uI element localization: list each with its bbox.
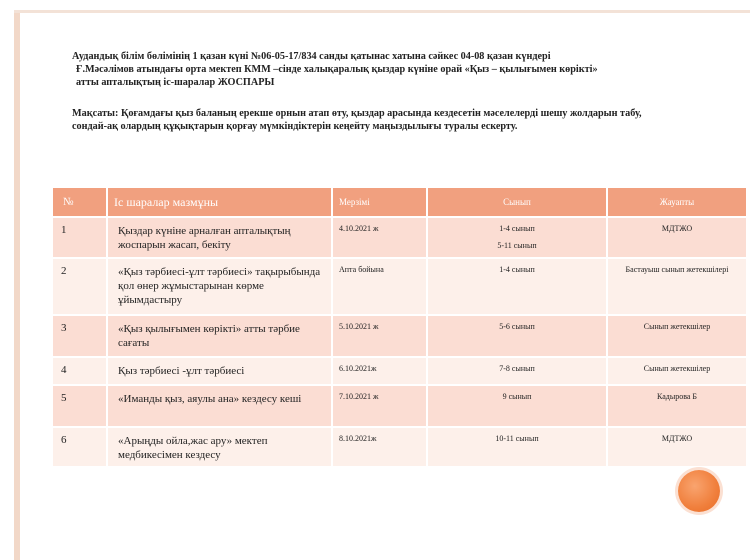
table-row <box>52 217 747 258</box>
slide-frame-left <box>14 10 20 560</box>
header-responsible: Жауапты <box>607 187 747 217</box>
header-number: № <box>52 187 107 217</box>
header-line-3: атты апталықтың іс-шаралар ЖОСПАРЫ <box>76 77 275 88</box>
slide-frame-top <box>14 10 750 13</box>
table-row <box>52 258 747 315</box>
row-class: 7-8 сынып <box>427 357 607 385</box>
purpose-text: Мақсаты: Қоғамдағы қыз баланың ерекше орнын атап өту, қыздар арасында кездесетін мәселелерді шешу жолдарын табу, <box>72 108 642 119</box>
header-date: Мерзімі <box>332 187 427 217</box>
row-class <box>427 217 607 258</box>
row-content: Қыздар күніне арналған апталықтың жоспарын жасап, бекіту <box>107 217 332 258</box>
row-date: 7.10.2021 ж <box>332 385 427 427</box>
row-class: 1-4 сынып <box>427 258 607 315</box>
row-date: Апта бойына <box>332 258 427 315</box>
row-number: 1 <box>52 217 107 258</box>
events-plan-table <box>51 186 748 468</box>
header-line-1: Аудандық білім бөлімінің 1 қазан күні №06-05-17/834 санды қатынас хатына сәйкес 04-08 қазан күндері <box>72 51 551 62</box>
row-number: 3 <box>52 315 107 357</box>
row-date: 5.10.2021 ж <box>332 315 427 357</box>
header-line-2: Ғ.Мәсәлімов атындағы орта мектеп КММ –сінде халықаралық қыздар күніне орай «Қыз – қылығымен көрікті» <box>76 64 598 75</box>
row-class: 5-6 сынып <box>427 315 607 357</box>
row-responsible: Сынып жетекшілер <box>607 315 747 357</box>
row-content: «Арыңды ойла,жас ару» мектеп медбикесімен кездесу <box>107 427 332 467</box>
purpose-text-2: сондай-ақ олардың құқықтарын қорғау мүмкіндіктерін кеңейту маңыздылығы туралы ескерту. <box>72 121 518 132</box>
row-content: «Қыз тәрбиесі-ұлт тәрбиесі» тақырыбында қол өнер жұмыстарынан көрме ұйымдастыру <box>107 258 332 315</box>
row-class: 10-11 сынып <box>427 427 607 467</box>
row-number: 4 <box>52 357 107 385</box>
table-row <box>52 357 747 385</box>
row-responsible: Бастауыш сынып жетекшілері <box>607 258 747 315</box>
row-responsible: МДТЖО <box>607 427 747 467</box>
row-content: «Иманды қыз, аяулы ана» кездесу кеші <box>107 385 332 427</box>
row-class-secondary: 5-11 сынып <box>497 241 537 250</box>
row-date: 6.10.2021ж <box>332 357 427 385</box>
row-responsible: Кадырова Б <box>607 385 747 427</box>
row-date: 4.10.2021 ж <box>332 217 427 258</box>
row-date: 8.10.2021ж <box>332 427 427 467</box>
row-class: 9 сынып <box>427 385 607 427</box>
row-responsible: Сынып жетекшілер <box>607 357 747 385</box>
header-content: Іс шаралар мазмұны <box>107 187 332 217</box>
row-number: 5 <box>52 385 107 427</box>
row-responsible: МДТЖО <box>607 217 747 258</box>
row-number: 2 <box>52 258 107 315</box>
header-class: Сынып <box>427 187 607 217</box>
table-row <box>52 315 747 357</box>
document-header <box>72 50 712 89</box>
row-content: «Қыз қылығымен көрікті» атты тәрбие сағаты <box>107 315 332 357</box>
decorative-orange-circle <box>678 470 720 512</box>
row-content: Қыз тәрбиесі -ұлт тәрбиесі <box>107 357 332 385</box>
purpose-block <box>72 107 702 133</box>
row-number: 6 <box>52 427 107 467</box>
table-header-row <box>52 187 747 217</box>
table-row <box>52 427 747 467</box>
table-row <box>52 385 747 427</box>
row-class-primary: 1-4 сынып <box>499 224 535 233</box>
